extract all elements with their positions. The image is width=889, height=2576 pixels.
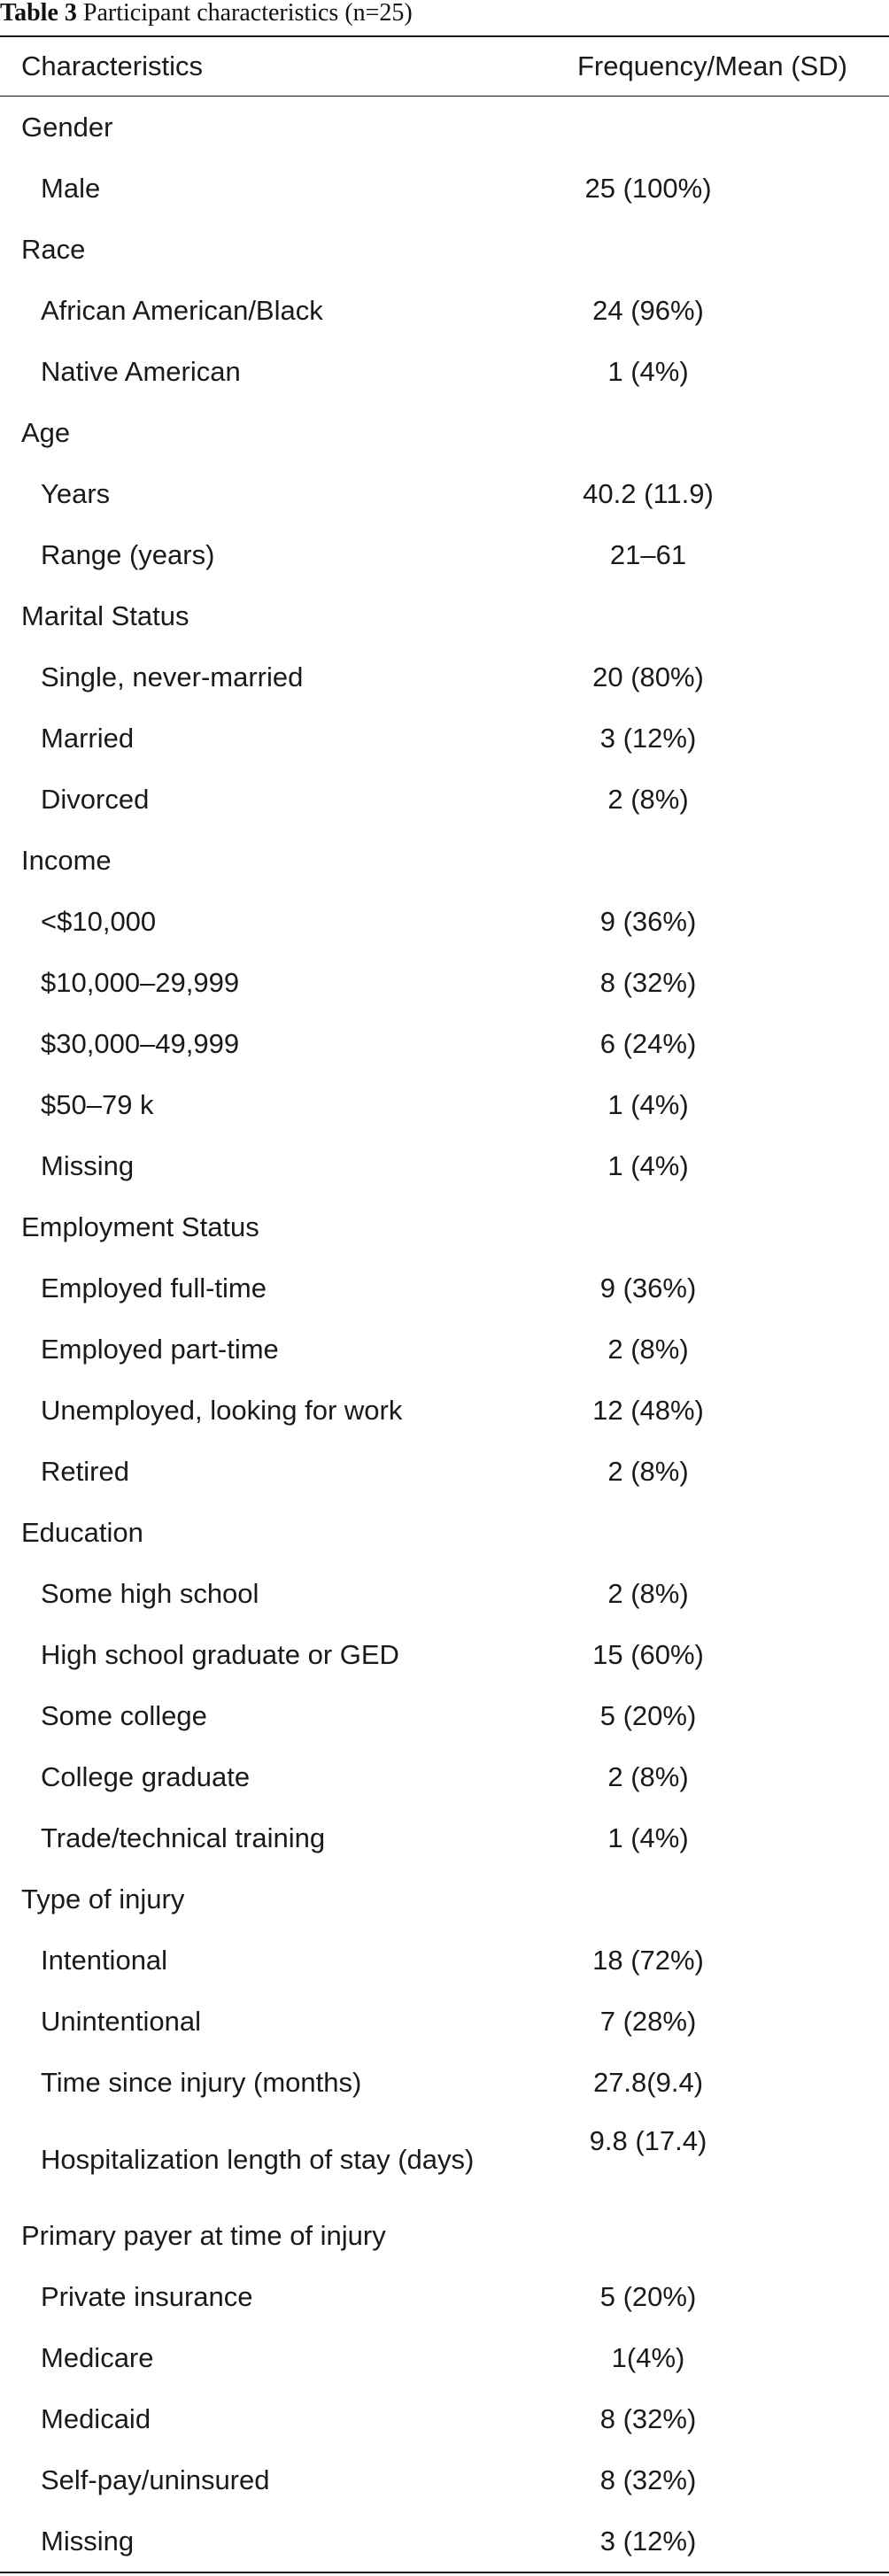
row-label: African American/Black: [41, 295, 323, 326]
row-label: Some high school: [41, 1578, 259, 1609]
group-label: Income: [21, 845, 112, 876]
row-label: Private insurance: [41, 2281, 253, 2312]
row-label: Time since injury (months): [41, 2067, 362, 2098]
row-label: College graduate: [41, 1761, 251, 1792]
row-value: 1 (4%): [607, 1822, 689, 1853]
table-row: [0, 524, 889, 585]
table-row: [0, 2113, 889, 2205]
table-caption-label: Table 3: [0, 0, 77, 27]
row-label: Unintentional: [41, 2006, 201, 2037]
row-value: 2 (8%): [607, 1577, 689, 1609]
table-group-row: [0, 1502, 889, 1563]
table-body: [0, 97, 889, 2572]
row-label: Trade/technical training: [41, 1822, 326, 1853]
table-row: [0, 1441, 889, 1502]
table-row: [0, 1930, 889, 1991]
row-label: Hospitalization length of stay (days): [41, 2143, 475, 2175]
table-row: [0, 2449, 889, 2510]
table-row: [0, 2266, 889, 2327]
table-caption: [0, 0, 889, 35]
table-row: [0, 341, 889, 402]
table-group-row: [0, 219, 889, 280]
table-row: [0, 2510, 889, 2572]
row-label: Employed full-time: [41, 1273, 267, 1303]
table-row: [0, 1624, 889, 1685]
row-value: 2 (8%): [607, 783, 689, 815]
row-value: 9 (36%): [599, 905, 697, 937]
row-value: 1 (4%): [607, 355, 689, 387]
group-label: Primary payer at time of injury: [21, 2220, 386, 2251]
table-row: [0, 1563, 889, 1624]
table-row: [0, 2052, 889, 2113]
row-label: Native American: [41, 356, 241, 387]
table-group-row: [0, 1196, 889, 1257]
table-group-row: [0, 402, 889, 463]
row-label: $50–79 k: [41, 1089, 154, 1120]
table-caption-text: Participant characteristics (n=25): [82, 0, 413, 27]
row-label: Missing: [41, 2526, 135, 2557]
row-label: <$10,000: [41, 906, 157, 937]
row-value: 2 (8%): [607, 1760, 689, 1792]
row-value: 12 (48%): [592, 1394, 704, 1426]
row-value: 1(4%): [611, 2341, 685, 2373]
row-value: 3 (12%): [599, 2525, 697, 2557]
table-row: [0, 891, 889, 952]
row-value: 20 (80%): [592, 661, 704, 692]
row-label: Employed part-time: [41, 1334, 279, 1365]
row-label: Unemployed, looking for work: [41, 1395, 403, 1426]
row-value: 27.8(9.4): [592, 2066, 704, 2098]
row-value: 9.8 (17.4): [589, 2125, 707, 2156]
table-row: [0, 1074, 889, 1135]
row-label: Missing: [41, 1150, 135, 1181]
table-row: [0, 708, 889, 769]
row-label: Married: [41, 723, 135, 754]
row-label: Medicaid: [41, 2403, 151, 2434]
table-row: [0, 1807, 889, 1868]
table-row: [0, 646, 889, 708]
table-group-row: [0, 1868, 889, 1930]
row-label: Range (years): [41, 539, 215, 570]
row-value: 8 (32%): [599, 2464, 697, 2495]
row-value: 7 (28%): [599, 2005, 697, 2037]
table-row: [0, 2327, 889, 2388]
group-label: Type of injury: [21, 1884, 185, 1915]
row-label: High school graduate or GED: [41, 1639, 399, 1670]
row-value: 18 (72%): [592, 1944, 704, 1976]
row-value: 2 (8%): [607, 1455, 689, 1487]
group-label: Education: [21, 1517, 143, 1548]
row-label: Intentional: [41, 1945, 168, 1976]
row-value: 2 (8%): [607, 1333, 689, 1365]
table-row: [0, 1257, 889, 1319]
row-value: 15 (60%): [592, 1638, 704, 1670]
table-row: [0, 158, 889, 219]
table-row: [0, 1013, 889, 1074]
table-row: [0, 2388, 889, 2449]
table-group-row: [0, 585, 889, 646]
table-row: [0, 1380, 889, 1441]
row-label: Divorced: [41, 784, 150, 815]
table-row: [0, 1135, 889, 1196]
row-label: Some college: [41, 1700, 207, 1731]
row-value: 6 (24%): [599, 1027, 697, 1059]
group-label: Age: [21, 417, 71, 448]
row-label: Male: [41, 173, 101, 204]
row-value: 8 (32%): [599, 2402, 697, 2434]
table-bottom-rule: [0, 2572, 889, 2573]
row-label: Medicare: [41, 2342, 154, 2373]
row-value: 8 (32%): [599, 966, 697, 998]
row-value: 40.2 (11.9): [583, 477, 714, 509]
row-label: $10,000–29,999: [41, 967, 240, 998]
table-row: [0, 463, 889, 524]
group-label: Race: [21, 234, 86, 265]
table-row: [0, 769, 889, 830]
group-label: Marital Status: [21, 600, 189, 631]
row-value: 24 (96%): [592, 294, 704, 326]
group-label: Employment Status: [21, 1211, 259, 1242]
row-label: Single, never-married: [41, 661, 304, 692]
table-row: [0, 952, 889, 1013]
row-value: 25 (100%): [584, 172, 712, 204]
table-group-row: [0, 2205, 889, 2266]
row-label: Years: [41, 478, 111, 509]
row-label: $30,000–49,999: [41, 1028, 240, 1059]
header-characteristics: Characteristics: [21, 50, 203, 81]
table-row: [0, 1685, 889, 1746]
table-row: [0, 1319, 889, 1380]
row-value: 3 (12%): [599, 722, 697, 754]
row-value: 9 (36%): [599, 1272, 697, 1303]
group-label: Gender: [21, 112, 113, 143]
row-value: 1 (4%): [607, 1088, 689, 1120]
row-value: 21–61: [609, 538, 687, 570]
table-header-row: [0, 37, 889, 96]
row-value: 1 (4%): [607, 1149, 689, 1181]
row-label: Retired: [41, 1456, 129, 1487]
row-value: 5 (20%): [599, 2280, 697, 2312]
table-row: [0, 1746, 889, 1807]
table-group-row: [0, 97, 889, 158]
row-value: 5 (20%): [599, 1699, 697, 1731]
table-group-row: [0, 830, 889, 891]
header-frequency-mean: Frequency/Mean (SD): [577, 50, 847, 81]
table-row: [0, 280, 889, 341]
row-label: Self-pay/uninsured: [41, 2464, 270, 2495]
table-row: [0, 1991, 889, 2052]
